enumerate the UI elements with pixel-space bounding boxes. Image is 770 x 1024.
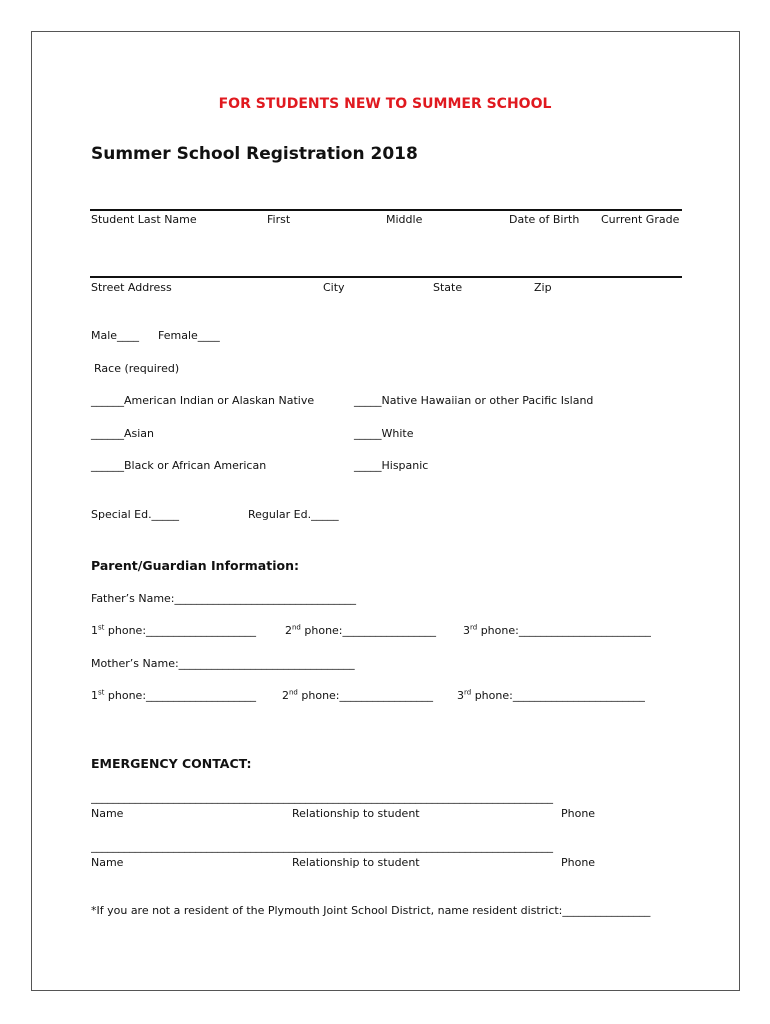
phone-ordinal-suffix: st — [98, 623, 105, 632]
label-student-last-name: Student Last Name — [91, 213, 197, 226]
mother-phone-3[interactable] — [457, 689, 645, 703]
label-zip: Zip — [534, 281, 552, 294]
address-line[interactable] — [90, 276, 682, 278]
phone-field-text: phone:_________________ — [300, 624, 437, 637]
emergency-contact-2-line[interactable]: ____________________________________________________________________________________ — [91, 840, 553, 853]
form-title: Summer School Registration 2018 — [91, 144, 418, 164]
phone-field-text: phone:________________________ — [477, 624, 651, 637]
label-current-grade: Current Grade — [601, 213, 680, 226]
phone-ordinal-suffix: st — [98, 688, 105, 697]
phone-field-text: phone:____________________ — [104, 689, 257, 702]
emergency-1-phone-label: Phone — [561, 807, 596, 820]
emergency-1-relationship-label: Relationship to student — [292, 807, 420, 820]
emergency-contact-heading: EMERGENCY CONTACT: — [91, 756, 252, 771]
phone-ordinal-number: 2 — [282, 689, 289, 702]
race-option-native-hawaiian[interactable]: _____Native Hawaiian or other Pacific Island — [354, 394, 594, 407]
race-option-hispanic[interactable]: _____Hispanic — [354, 459, 429, 472]
father-phone-3[interactable] — [463, 624, 651, 638]
phone-ordinal-suffix: nd — [289, 688, 298, 697]
female-blank[interactable]: Female____ — [158, 329, 220, 342]
fathers-name-field[interactable]: Father’s Name:_________________________________ — [91, 592, 357, 605]
race-option-american-indian[interactable]: ______American Indian or Alaskan Native — [91, 394, 315, 407]
new-student-notice: FOR STUDENTS NEW TO SUMMER SCHOOL — [218, 96, 552, 112]
emergency-2-name-label: Name — [91, 856, 124, 869]
label-date-of-birth: Date of Birth — [509, 213, 580, 226]
phone-field-text: phone:____________________ — [104, 624, 257, 637]
race-label: Race (required) — [94, 362, 180, 375]
phone-ordinal-number: 1 — [91, 689, 98, 702]
phone-ordinal-suffix: rd — [464, 688, 472, 697]
phone-field-text: phone:________________________ — [471, 689, 645, 702]
phone-ordinal-number: 2 — [285, 624, 292, 637]
parent-guardian-heading: Parent/Guardian Information: — [91, 558, 299, 573]
phone-ordinal-suffix: rd — [470, 623, 478, 632]
emergency-1-name-label: Name — [91, 807, 124, 820]
label-state: State — [433, 281, 463, 294]
mother-phone-1[interactable] — [91, 689, 256, 703]
father-phone-2[interactable] — [285, 624, 436, 638]
student-name-line[interactable] — [90, 209, 682, 211]
emergency-contact-1-line[interactable]: ____________________________________________________________________________________ — [91, 791, 553, 804]
race-option-asian[interactable]: ______Asian — [91, 427, 155, 440]
emergency-2-relationship-label: Relationship to student — [292, 856, 420, 869]
label-street-address: Street Address — [91, 281, 172, 294]
resident-district-field[interactable]: *If you are not a resident of the Plymouth Joint School District, name resident district:________________ — [91, 904, 651, 917]
phone-field-text: phone:_________________ — [297, 689, 434, 702]
label-city: City — [323, 281, 345, 294]
male-blank[interactable]: Male____ — [91, 329, 140, 342]
regular-ed-blank[interactable]: Regular Ed._____ — [248, 508, 339, 521]
mothers-name-field[interactable]: Mother’s Name:________________________________ — [91, 657, 355, 670]
label-middle-name: Middle — [386, 213, 423, 226]
race-option-black[interactable]: ______Black or African American — [91, 459, 267, 472]
phone-ordinal-suffix: nd — [292, 623, 301, 632]
emergency-2-phone-label: Phone — [561, 856, 596, 869]
phone-ordinal-number: 1 — [91, 624, 98, 637]
phone-ordinal-number: 3 — [457, 689, 464, 702]
mother-phone-2[interactable] — [282, 689, 433, 703]
father-phone-1[interactable] — [91, 624, 256, 638]
race-option-white[interactable]: _____White — [354, 427, 414, 440]
phone-ordinal-number: 3 — [463, 624, 470, 637]
label-first-name: First — [267, 213, 291, 226]
special-ed-blank[interactable]: Special Ed._____ — [91, 508, 180, 521]
